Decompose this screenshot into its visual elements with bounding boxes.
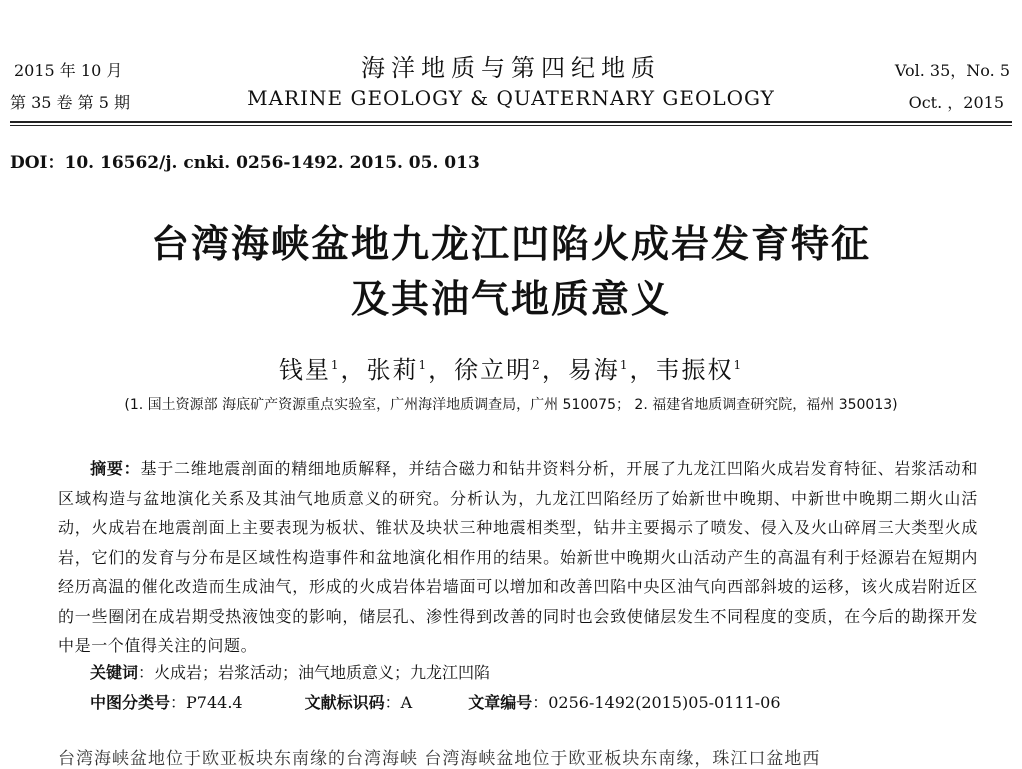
author-name: 韦振权 <box>655 356 734 384</box>
volume-issue-cn: 第 35 卷 第 5 期 <box>10 93 130 112</box>
author-name: 徐立明 <box>454 356 533 384</box>
clc-colon: ： <box>170 693 187 712</box>
keywords-text: 火成岩；岩浆活动；油气地质意义；九龙江凹陷 <box>154 663 491 682</box>
author-name: 易海 <box>567 356 620 384</box>
affiliations: (1. 国土资源部 海底矿产资源重点实验室，广州海洋地质调查局，广州 510075； 2. 福建省地质调查研究院，福州 350013) <box>124 397 898 413</box>
header-rule-thin <box>10 125 1012 126</box>
doc-code-colon: ： <box>384 693 401 712</box>
author-affil-mark: 1 <box>418 358 429 372</box>
volume-issue-en: Vol. 35，No. 5 <box>894 61 1010 80</box>
article-number-value: 0256-1492(2015)05-0111-06 <box>548 693 781 712</box>
author-affil-mark: 1 <box>330 358 341 372</box>
abstract <box>58 454 978 661</box>
author-separator: ， <box>340 356 367 384</box>
doc-code-value: A <box>400 693 413 712</box>
journal-title-en: MARINE GEOLOGY & QUATERNARY GEOLOGY <box>247 86 775 110</box>
classification-line <box>90 690 781 713</box>
author-affil-mark: 2 <box>532 358 542 372</box>
clc-value: P744.4 <box>186 693 243 712</box>
author-separator: ， <box>428 356 455 384</box>
abstract-colon: ： <box>123 459 141 478</box>
author-name: 张莉 <box>366 356 419 384</box>
keywords <box>90 660 490 683</box>
issue-date-en: Oct. ，2015 <box>908 93 1004 112</box>
journal-title-cn: 海洋地质与第四纪地质 <box>361 54 661 82</box>
author-affil-mark: 1 <box>733 358 744 372</box>
doc-code-label: 文献标识码 <box>304 693 385 712</box>
clc-label: 中图分类号 <box>90 693 171 712</box>
abstract-label: 摘要 <box>90 459 124 478</box>
keywords-label: 关键词 <box>90 663 139 682</box>
body-text-cutoff: 台湾海峡盆地位于欧亚板块东南缘的台湾海峡 台湾海峡盆地位于欧亚板块东南缘，珠江口盆地西 <box>58 749 821 769</box>
author-separator: ， <box>629 356 656 384</box>
article-number-colon: ： <box>532 693 549 712</box>
abstract-text: 基于二维地震剖面的精细地质解释，并结合磁力和钻井资料分析，开展了九龙江凹陷火成岩发育特征、岩浆活动和区域构造与盆地演化关系及其油气地质意义的研究。分析认为，九龙江凹陷经历了始新世中晚期、中新世中晚期二期火山活动，火成岩在地震剖面上主要表现为板状、锥状及块状三种地震相类型，钻井主要揭示了喷发、侵入及火山碎屑三大类型火成岩，它们的发育与分布是区域性构造事件和盆地演化相作用的结果。始新世中晚期火山活动产生的高温有利于烃源岩在短期内经历高温的催化改造而生成油气，形成的火成岩体岩墙面可以增加和改善凹陷中央区油气向西部斜坡的运移，该火成岩附近区的一些圈闭在成岩期受热液蚀变的影响，储层孔、渗性得到改善的同时也会致使储层发生不同程度的变质，在今后的勘探开发中是一个值得关注的问题。 <box>58 459 978 655</box>
article-title-line-1: 台湾海峡盆地九龙江凹陷火成岩发育特征 <box>150 222 871 266</box>
author-affil-mark: 1 <box>619 358 630 372</box>
header-rule-thick <box>10 121 1012 123</box>
author-list <box>0 350 1022 385</box>
issue-date-cn: 2015 年 10 月 <box>14 61 123 80</box>
doi[interactable]: DOI：10. 16562/j. cnki. 0256-1492. 2015. 05. 013 <box>10 153 480 173</box>
author-name: 钱星 <box>278 356 331 384</box>
author-separator: ， <box>541 356 568 384</box>
article-title-line-2: 及其油气地质意义 <box>350 277 671 321</box>
keywords-colon: ： <box>138 663 155 682</box>
article-number-label: 文章编号 <box>468 693 533 712</box>
